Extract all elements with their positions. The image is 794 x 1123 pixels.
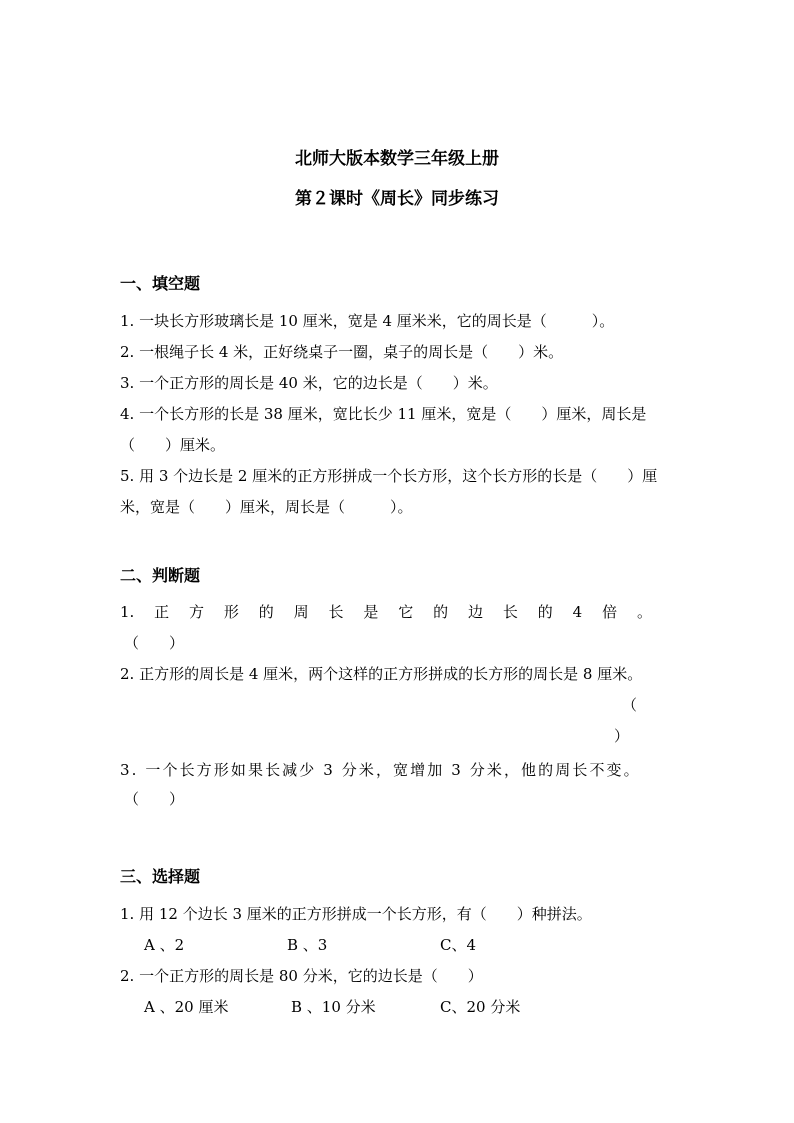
question-char: 长 — [328, 603, 344, 621]
question-char: 它 — [398, 603, 414, 621]
question-line: 4. 一个长方形的长是 38 厘米，宽比长少 11 厘米，宽是（ ）厘米，周长是 — [120, 405, 647, 423]
question-char: 的 — [433, 603, 449, 621]
question-char: 正 — [154, 603, 170, 621]
question-line: 2. 一个正方形的周长是 80 分米，它的边长是（ ） — [120, 967, 483, 985]
question-line: 米，宽是（ ）厘米，周长是（ ）。 — [120, 498, 413, 516]
answer-parentheses: （ ） — [124, 634, 185, 652]
section-heading-multiple-choice: 三、选择题 — [120, 867, 201, 886]
answer-paren-close: ） — [614, 727, 630, 745]
question-char: 4 — [572, 603, 583, 621]
option-c: C、4 — [440, 936, 477, 954]
section-heading-true-false: 二、判断题 — [120, 566, 201, 585]
question-line: 1. 一块长方形玻璃长是 10 厘米，宽是 4 厘米米，它的周长是（ ）。 — [120, 312, 615, 330]
option-a: A 、20 厘米 — [144, 998, 229, 1016]
answer-paren-open: （ — [622, 696, 638, 714]
question-char: 的 — [537, 603, 553, 621]
section-heading-fill-blank: 一、填空题 — [120, 274, 201, 293]
question-char: 边 — [468, 603, 484, 621]
page-subtitle: 第２课时《周长》同步练习 — [295, 189, 499, 209]
page-title: 北师大版本数学三年级上册 — [295, 149, 499, 169]
question-char: 方 — [189, 603, 205, 621]
question-char: 长 — [502, 603, 518, 621]
option-b: B 、10 分米 — [291, 998, 376, 1016]
question-line — [120, 603, 652, 621]
question-line: 3. 一个长方形如果长减少 3 分米，宽增加 3 分米，他的周长不变。 — [120, 761, 641, 779]
question-line: 2. 一根绳子长 4 米，正好绕桌子一圈，桌子的周长是（ ）米。 — [120, 343, 564, 361]
question-char: 。 — [636, 603, 652, 621]
question-char: 周 — [293, 603, 309, 621]
option-c: C、20 分米 — [440, 998, 521, 1016]
option-b: B 、3 — [287, 936, 328, 954]
question-line: 1. 用 12 个边长 3 厘米的正方形拼成一个长方形，有（ ）种拼法。 — [120, 905, 592, 923]
question-char: 1. — [120, 603, 135, 621]
option-a: A 、2 — [144, 936, 185, 954]
question-line: 3. 一个正方形的周长是 40 米，它的边长是（ ）米。 — [120, 374, 498, 392]
question-line: （ ）厘米。 — [120, 436, 226, 454]
question-char: 形 — [223, 603, 239, 621]
question-line: 5. 用 3 个边长是 2 厘米的正方形拼成一个长方形，这个长方形的长是（ ）厘 — [120, 467, 658, 485]
question-char: 是 — [363, 603, 379, 621]
question-line: 2. 正方形的周长是 4 厘米，两个这样的正方形拼成的长方形的周长是 8 厘米。 — [120, 665, 643, 683]
question-char: 的 — [258, 603, 274, 621]
question-char: 倍 — [602, 603, 618, 621]
answer-parentheses: （ ） — [124, 790, 185, 808]
